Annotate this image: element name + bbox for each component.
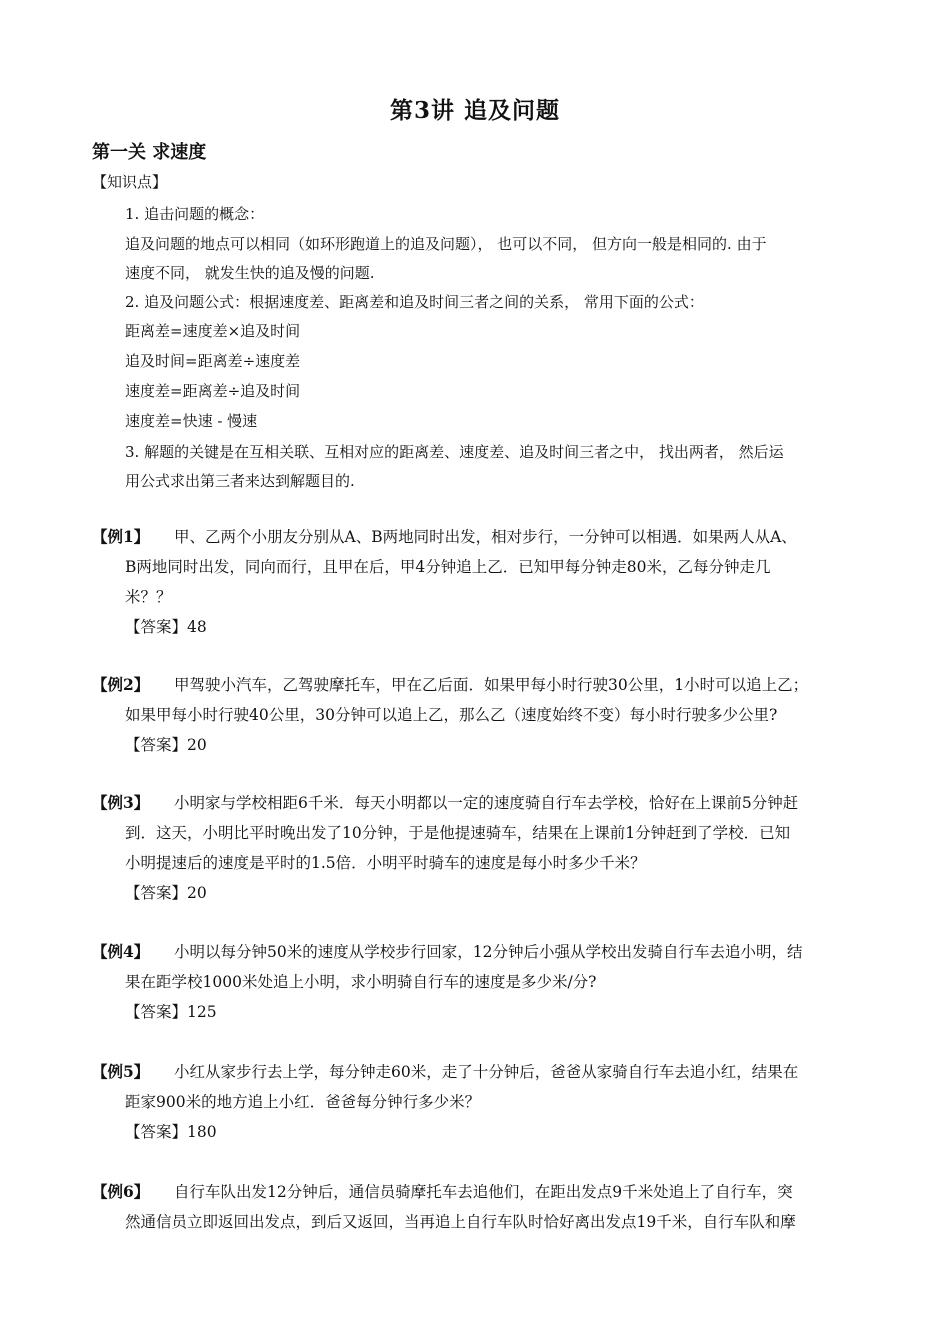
example-2: [92, 670, 872, 760]
example-text: 果在距学校1000米处追上小明，求小明骑自行车的速度是多少米/分?: [125, 973, 597, 991]
knowledge-line: 速度不同， 就发生快的追及慢的问题.: [125, 264, 375, 282]
example-5: [92, 1057, 872, 1147]
example-text: 小红从家步行去上学，每分钟走60米，走了十分钟后，爸爸从家骑自行车去追小红，结果在: [174, 1063, 799, 1081]
example-1: [92, 522, 872, 642]
knowledge-line: 追及时间=距离差÷速度差: [125, 352, 301, 370]
answer-value: 20: [187, 884, 207, 902]
answer-value: 125: [187, 1003, 217, 1021]
example-text: 小明提速后的速度是平时的1.5倍．小明平时骑车的速度是每小时多少千米？: [125, 854, 646, 872]
answer: [92, 878, 872, 908]
knowledge-line: 2. 追及问题公式：根据速度差、距离差和追及时间三者之间的关系， 常用下面的公式：: [125, 293, 704, 311]
example-text: 到．这天，小明比平时晚出发了10分钟，于是他提速骑车，结果在上课前1分钟赶到了学校．已知: [125, 824, 791, 842]
example-label: 【例1】: [92, 527, 150, 546]
answer: [92, 730, 872, 760]
answer-value: 48: [187, 618, 207, 636]
example-label: 【例2】: [92, 675, 150, 694]
example-label: 【例5】: [92, 1062, 150, 1081]
example-label: 【例4】: [92, 942, 150, 961]
knowledge-line: 3. 解题的关键是在互相关联、互相对应的距离差、速度差、追及时间三者之中， 找出两者， 然后运: [125, 443, 784, 461]
answer-label: 【答案】: [125, 1003, 188, 1021]
answer: [92, 1117, 872, 1147]
example-text: 自行车队出发12分钟后，通信员骑摩托车去追他们，在距出发点9千米处追上了自行车，突: [174, 1183, 793, 1201]
knowledge-label: 【知识点】: [92, 173, 168, 191]
example-text: 甲驾驶小汽车，乙驾驶摩托车，甲在乙后面．如果甲每小时行驶30公里，1小时可以追上乙；: [174, 676, 809, 694]
section-heading: 第一关 求速度: [92, 142, 207, 163]
knowledge-line: 速度差=快速 - 慢速: [125, 412, 258, 430]
knowledge-line: 用公式求出第三者来达到解题目的.: [125, 472, 355, 490]
example-4: [92, 937, 872, 1027]
example-text: 如果甲每小时行驶40公里，30分钟可以追上乙，那么乙（速度始终不变）每小时行驶多少公里?: [125, 706, 778, 724]
knowledge-line: 距离差=速度差×追及时间: [125, 322, 301, 340]
example-text: 米？？: [125, 588, 172, 606]
example-label: 【例3】: [92, 793, 150, 812]
answer-label: 【答案】: [125, 736, 188, 754]
example-text: 然通信员立即返回出发点，到后又返回，当再追上自行车队时恰好离出发点19千米，自行车队和摩: [125, 1213, 796, 1231]
lecture-title: 第3讲 追及问题: [389, 97, 560, 124]
example-label: 【例6】: [92, 1182, 150, 1201]
answer-label: 【答案】: [125, 618, 188, 636]
knowledge-line: 追及问题的地点可以相同（如环形跑道上的追及问题）， 也可以不同， 但方向一般是相同的. 由于: [125, 235, 767, 253]
example-6: [92, 1177, 872, 1237]
answer-value: 180: [187, 1123, 217, 1141]
example-text: 小明以每分钟50米的速度从学校步行回家，12分钟后小强从学校出发骑自行车去追小明，结: [174, 943, 803, 961]
answer-label: 【答案】: [125, 1123, 188, 1141]
answer: [92, 612, 872, 642]
answer: [92, 997, 872, 1027]
answer-label: 【答案】: [125, 884, 188, 902]
example-text: 甲、乙两个小朋友分别从A、B两地同时出发，相对步行，一分钟可以相遇．如果两人从A、: [174, 528, 797, 546]
knowledge-line: 1. 追击问题的概念：: [125, 205, 265, 223]
answer-value: 20: [187, 736, 207, 754]
example-text: 小明家与学校相距6千米．每天小明都以一定的速度骑自行车去学校，恰好在上课前5分钟赶: [174, 794, 799, 812]
example-text: B两地同时出发，同向而行，且甲在后，甲4分钟追上乙．已知甲每分钟走80米，乙每分钟走几: [125, 558, 771, 576]
example-3: [92, 788, 872, 908]
knowledge-line: 速度差=距离差÷追及时间: [125, 382, 301, 400]
example-text: 距家900米的地方追上小红．爸爸每分钟行多少米？: [125, 1093, 481, 1111]
